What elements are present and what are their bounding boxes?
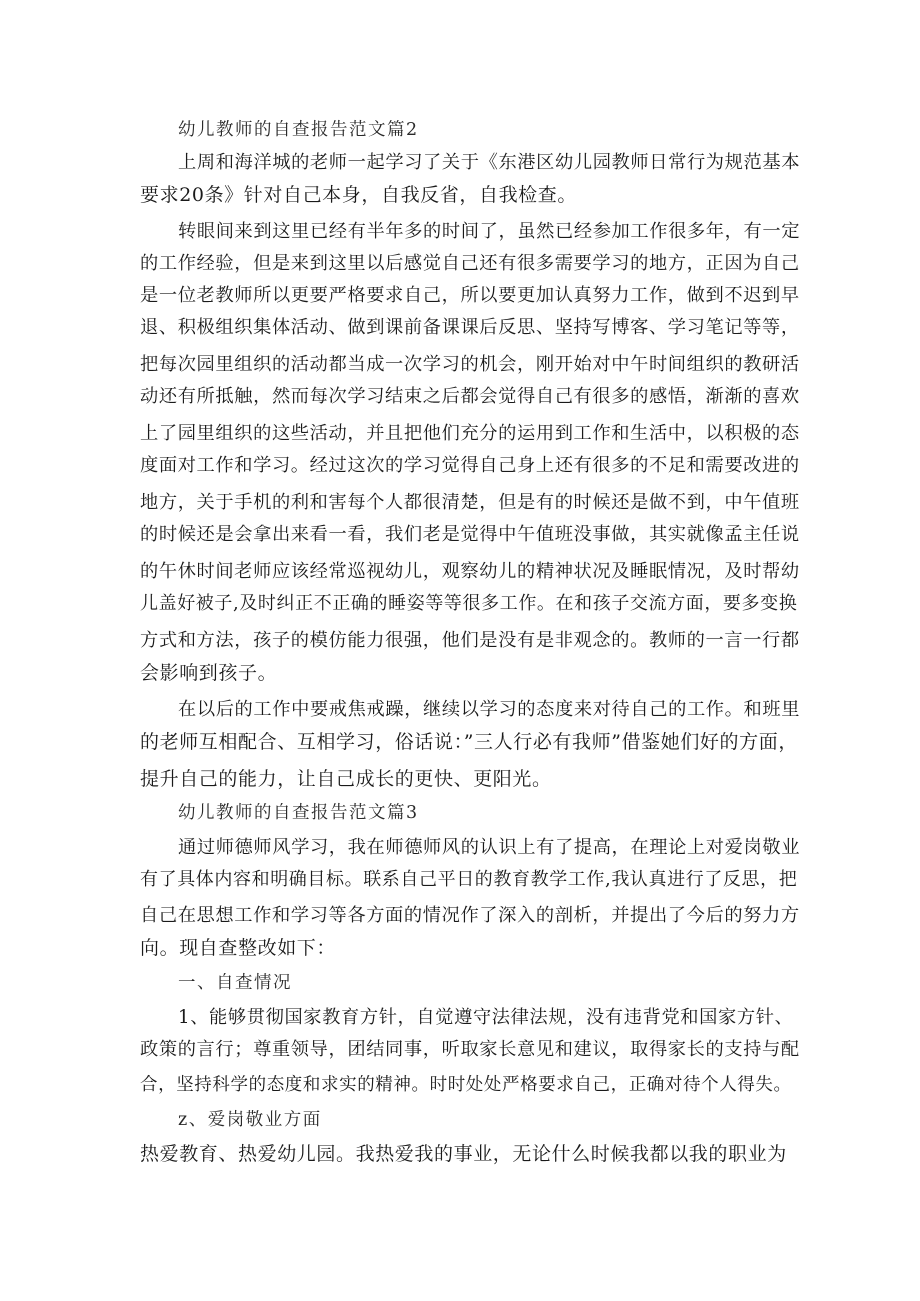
- section-heading-2: 幼儿教师的自查报告范文篇2: [178, 120, 419, 140]
- paragraph-line: 地方，关于手机的利和害每个人都很清楚，但是有的时候还是做不到，中午值班: [140, 492, 800, 513]
- paragraph-line: 热爱教育、热爱幼儿园。我热爱我的事业，无论什么时候我都以我的职业为: [140, 1143, 787, 1165]
- paragraph-line: 的工作经验，但是来到这里以后感觉自己还有很多需要学习的地方，正因为自己: [140, 253, 800, 274]
- paragraph-line: 退、积极组织集体活动、做到课前备课课后反思、坚持写博客、学习笔记等等，: [140, 317, 800, 338]
- subsection-heading: 一、自查情况: [178, 973, 292, 993]
- paragraph-line: 有了具体内容和明确目标。联系自己平日的教育教学工作,我认真进行了反思，把: [140, 869, 798, 890]
- paragraph-line: 通过师德师风学习，我在师德师风的认识上有了提高，在理论上对爱岗敬业: [178, 837, 801, 858]
- paragraph-line: 儿盖好被子,及时纠正不正确的睡姿等等很多工作。在和孩子交流方面，要多变换: [140, 593, 798, 614]
- section-heading-3: 幼儿教师的自查报告范文篇3: [178, 803, 419, 823]
- paragraph-line: 上周和海洋城的老师一起学习了关于《东港区幼儿园教师日常行为规范基本: [178, 152, 801, 173]
- paragraph-line: 政策的言行；尊重领导，团结同事，听取家长意见和建议，取得家长的支持与配: [140, 1039, 800, 1060]
- paragraph-line: 的午休时间老师应该经常巡视幼儿，观察幼儿的精神状况及睡眠情况，及时帮幼: [140, 561, 800, 582]
- paragraph-line: 动还有所抵触，然而每次学习结束之后都会觉得自己有很多的感悟，渐渐的喜欢: [140, 386, 800, 407]
- paragraph-line: 合，坚持科学的态度和求实的精神。时时处处严格要求自己，正确对待个人得失。: [140, 1075, 792, 1095]
- paragraph-line: 向。现自查整改如下：: [140, 937, 337, 959]
- paragraph-line: 把每次园里组织的活动都当成一次学习的机会，刚开始对中午时间组织的教研活: [140, 354, 800, 375]
- paragraph-line: 是一位老教师所以更要严格要求自己，所以要更加认真努力工作，做到不迟到早: [140, 285, 800, 306]
- paragraph-line: 的时候还是会拿出来看一看，我们老是觉得中午值班没事做，其实就像孟主任说: [140, 524, 800, 545]
- paragraph-line: 转眼间来到这里已经有半年多的时间了，虽然已经参加工作很多年，有一定: [178, 221, 801, 242]
- paragraph-line: 上了园里组织的这些活动，并且把他们充分的运用到工作和生活中，以积极的态: [140, 423, 800, 444]
- paragraph-line: 会影响到孩子。: [140, 662, 278, 684]
- paragraph-line: 1、能够贯彻国家教育方针，自觉遵守法律法规，没有违背党和国家方针、: [178, 1007, 794, 1028]
- paragraph-line: 自己在思想工作和学习等各方面的情况作了深入的剖析，并提出了今后的努力方: [140, 905, 800, 926]
- paragraph-line: 方式和方法，孩子的模仿能力很强，他们是没有是非观念的。教师的一言一行都: [140, 630, 800, 651]
- paragraph-line: 要求20条》针对自己本身，自我反省，自我检查。: [140, 184, 577, 206]
- paragraph-line: 度面对工作和学习。经过这次的学习觉得自己身上还有很多的不足和需要改进的: [140, 455, 800, 476]
- paragraph-line: 的老师互相配合、互相学习，俗话说：”三人行必有我师”借鉴她们好的方面，: [140, 731, 798, 753]
- subsection-heading: z、爱岗敬业方面: [178, 1110, 322, 1130]
- paragraph-line: 在以后的工作中要戒焦戒躁，继续以学习的态度来对待自己的工作。和班里: [178, 699, 801, 720]
- paragraph-line: 提升自己的能力，让自己成长的更快、更阳光。: [140, 768, 552, 790]
